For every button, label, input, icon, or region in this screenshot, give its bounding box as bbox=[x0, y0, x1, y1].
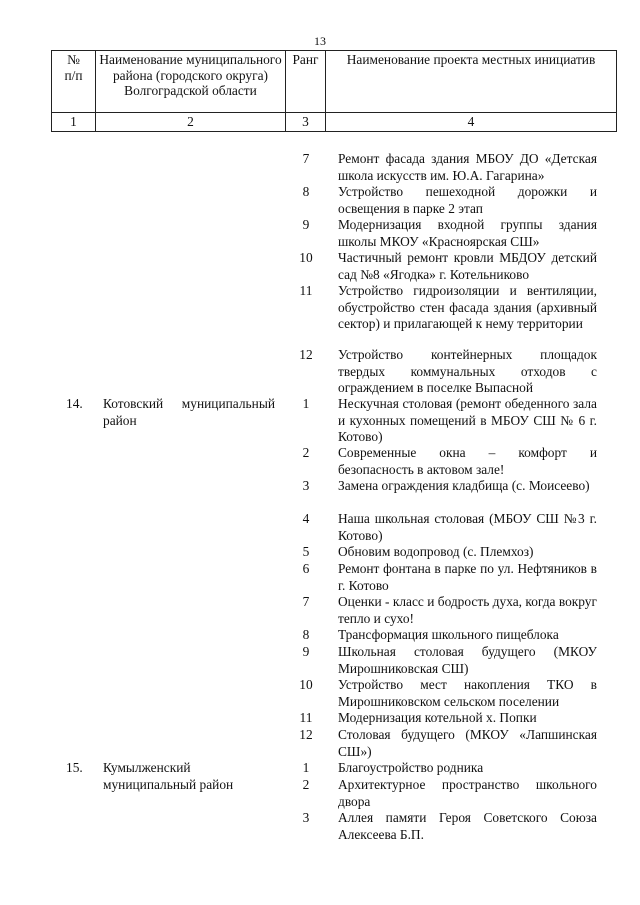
row-district: Котовский муниципальный район bbox=[103, 396, 275, 428]
row-project: Устройство мест накопления ТКО в Мирошниковском сельском поселении bbox=[338, 677, 597, 709]
row-rank: 8 bbox=[302, 627, 310, 642]
row-project: Модернизация входной группы здания школы МКОУ «Красноярская СШ» bbox=[338, 217, 597, 249]
row-rank: 1 bbox=[302, 396, 310, 411]
row-rank: 6 bbox=[302, 561, 310, 576]
row-project: Оценки - класс и бодрость духа, когда вокруг тепло и сухо! bbox=[338, 594, 597, 626]
row-rank: 2 bbox=[302, 445, 310, 460]
row-project: Нескучная столовая (ремонт обеденного зала и кухонных помещений в МБОУ СШ № 6 г. Котово) bbox=[338, 396, 597, 444]
header-index-4: 4 bbox=[326, 113, 617, 132]
row-project: Аллея памяти Героя Советского Союза Алексеева Б.П. bbox=[338, 810, 597, 842]
row-rank: 2 bbox=[302, 777, 310, 792]
header-rank-col: Ранг bbox=[286, 51, 326, 113]
row-project: Замена ограждения кладбища (с. Моисеево) bbox=[338, 478, 590, 493]
row-project: Школьная столовая будущего (МКОУ Мирошниковская СШ) bbox=[338, 644, 597, 676]
row-project: Устройство пешеходной дорожки и освещения в парке 2 этап bbox=[338, 184, 597, 216]
row-rank: 1 bbox=[302, 760, 310, 775]
row-project: Архитектурное пространство школьного двора bbox=[338, 777, 597, 809]
header-project-col: Наименование проекта местных инициатив bbox=[326, 51, 617, 113]
row-district: Кумылженский муниципальный район bbox=[103, 760, 234, 792]
row-rank: 3 bbox=[302, 810, 310, 825]
row-rank: 10 bbox=[299, 677, 313, 692]
row-rank: 9 bbox=[302, 217, 310, 232]
row-rank: 5 bbox=[302, 544, 310, 559]
row-project: Благоустройство родника bbox=[338, 760, 484, 775]
row-rank: 7 bbox=[302, 594, 310, 609]
row-project: Трансформация школьного пищеблока bbox=[338, 627, 559, 642]
row-number: 14. bbox=[66, 396, 83, 411]
row-project: Устройство контейнерных площадок твердых коммунальных отходов с ограждением в поселке Выпасной bbox=[338, 347, 597, 395]
row-project: Современные окна – комфорт и безопасность в актовом зале! bbox=[338, 445, 597, 477]
row-rank: 12 bbox=[299, 347, 313, 362]
header-index-3: 3 bbox=[286, 113, 326, 132]
header-index-2: 2 bbox=[96, 113, 286, 132]
row-project: Ремонт фонтана в парке по ул. Нефтяников в г. Котово bbox=[338, 561, 597, 593]
row-rank: 9 bbox=[302, 644, 310, 659]
row-project: Устройство гидроизоляции и вентиляции, обустройство стен фасада здания (архивный сектор) и прилагающей к нему территории bbox=[338, 283, 597, 331]
row-rank: 12 bbox=[299, 727, 313, 742]
row-project: Ремонт фасада здания МБОУ ДО «Детская школа искусств им. Ю.А. Гагарина» bbox=[338, 151, 597, 183]
row-rank: 11 bbox=[299, 283, 313, 298]
row-project: Столовая будущего (МКОУ «Лапшинская СШ») bbox=[338, 727, 597, 759]
page-number: 13 bbox=[314, 34, 326, 48]
row-rank: 10 bbox=[299, 250, 313, 265]
table-header bbox=[51, 50, 617, 132]
row-rank: 7 bbox=[302, 151, 310, 166]
row-rank: 4 bbox=[302, 511, 310, 526]
row-project: Частичный ремонт кровли МБДОУ детский сад №8 «Ягодка» г. Котельниково bbox=[338, 250, 597, 282]
row-project: Модернизация котельной х. Попки bbox=[338, 710, 537, 725]
row-rank: 8 bbox=[302, 184, 310, 199]
header-index-1: 1 bbox=[52, 113, 96, 132]
row-rank: 3 bbox=[302, 478, 310, 493]
header-district-col: Наименование муниципального района (городского округа) Волгоградской области bbox=[96, 51, 286, 113]
row-number: 15. bbox=[66, 760, 83, 775]
row-rank: 11 bbox=[299, 710, 313, 725]
row-project: Наша школьная столовая (МБОУ СШ №3 г. Котово) bbox=[338, 511, 597, 543]
row-project: Обновим водопровод (с. Племхоз) bbox=[338, 544, 534, 559]
header-number-col: № п/п bbox=[52, 51, 96, 113]
